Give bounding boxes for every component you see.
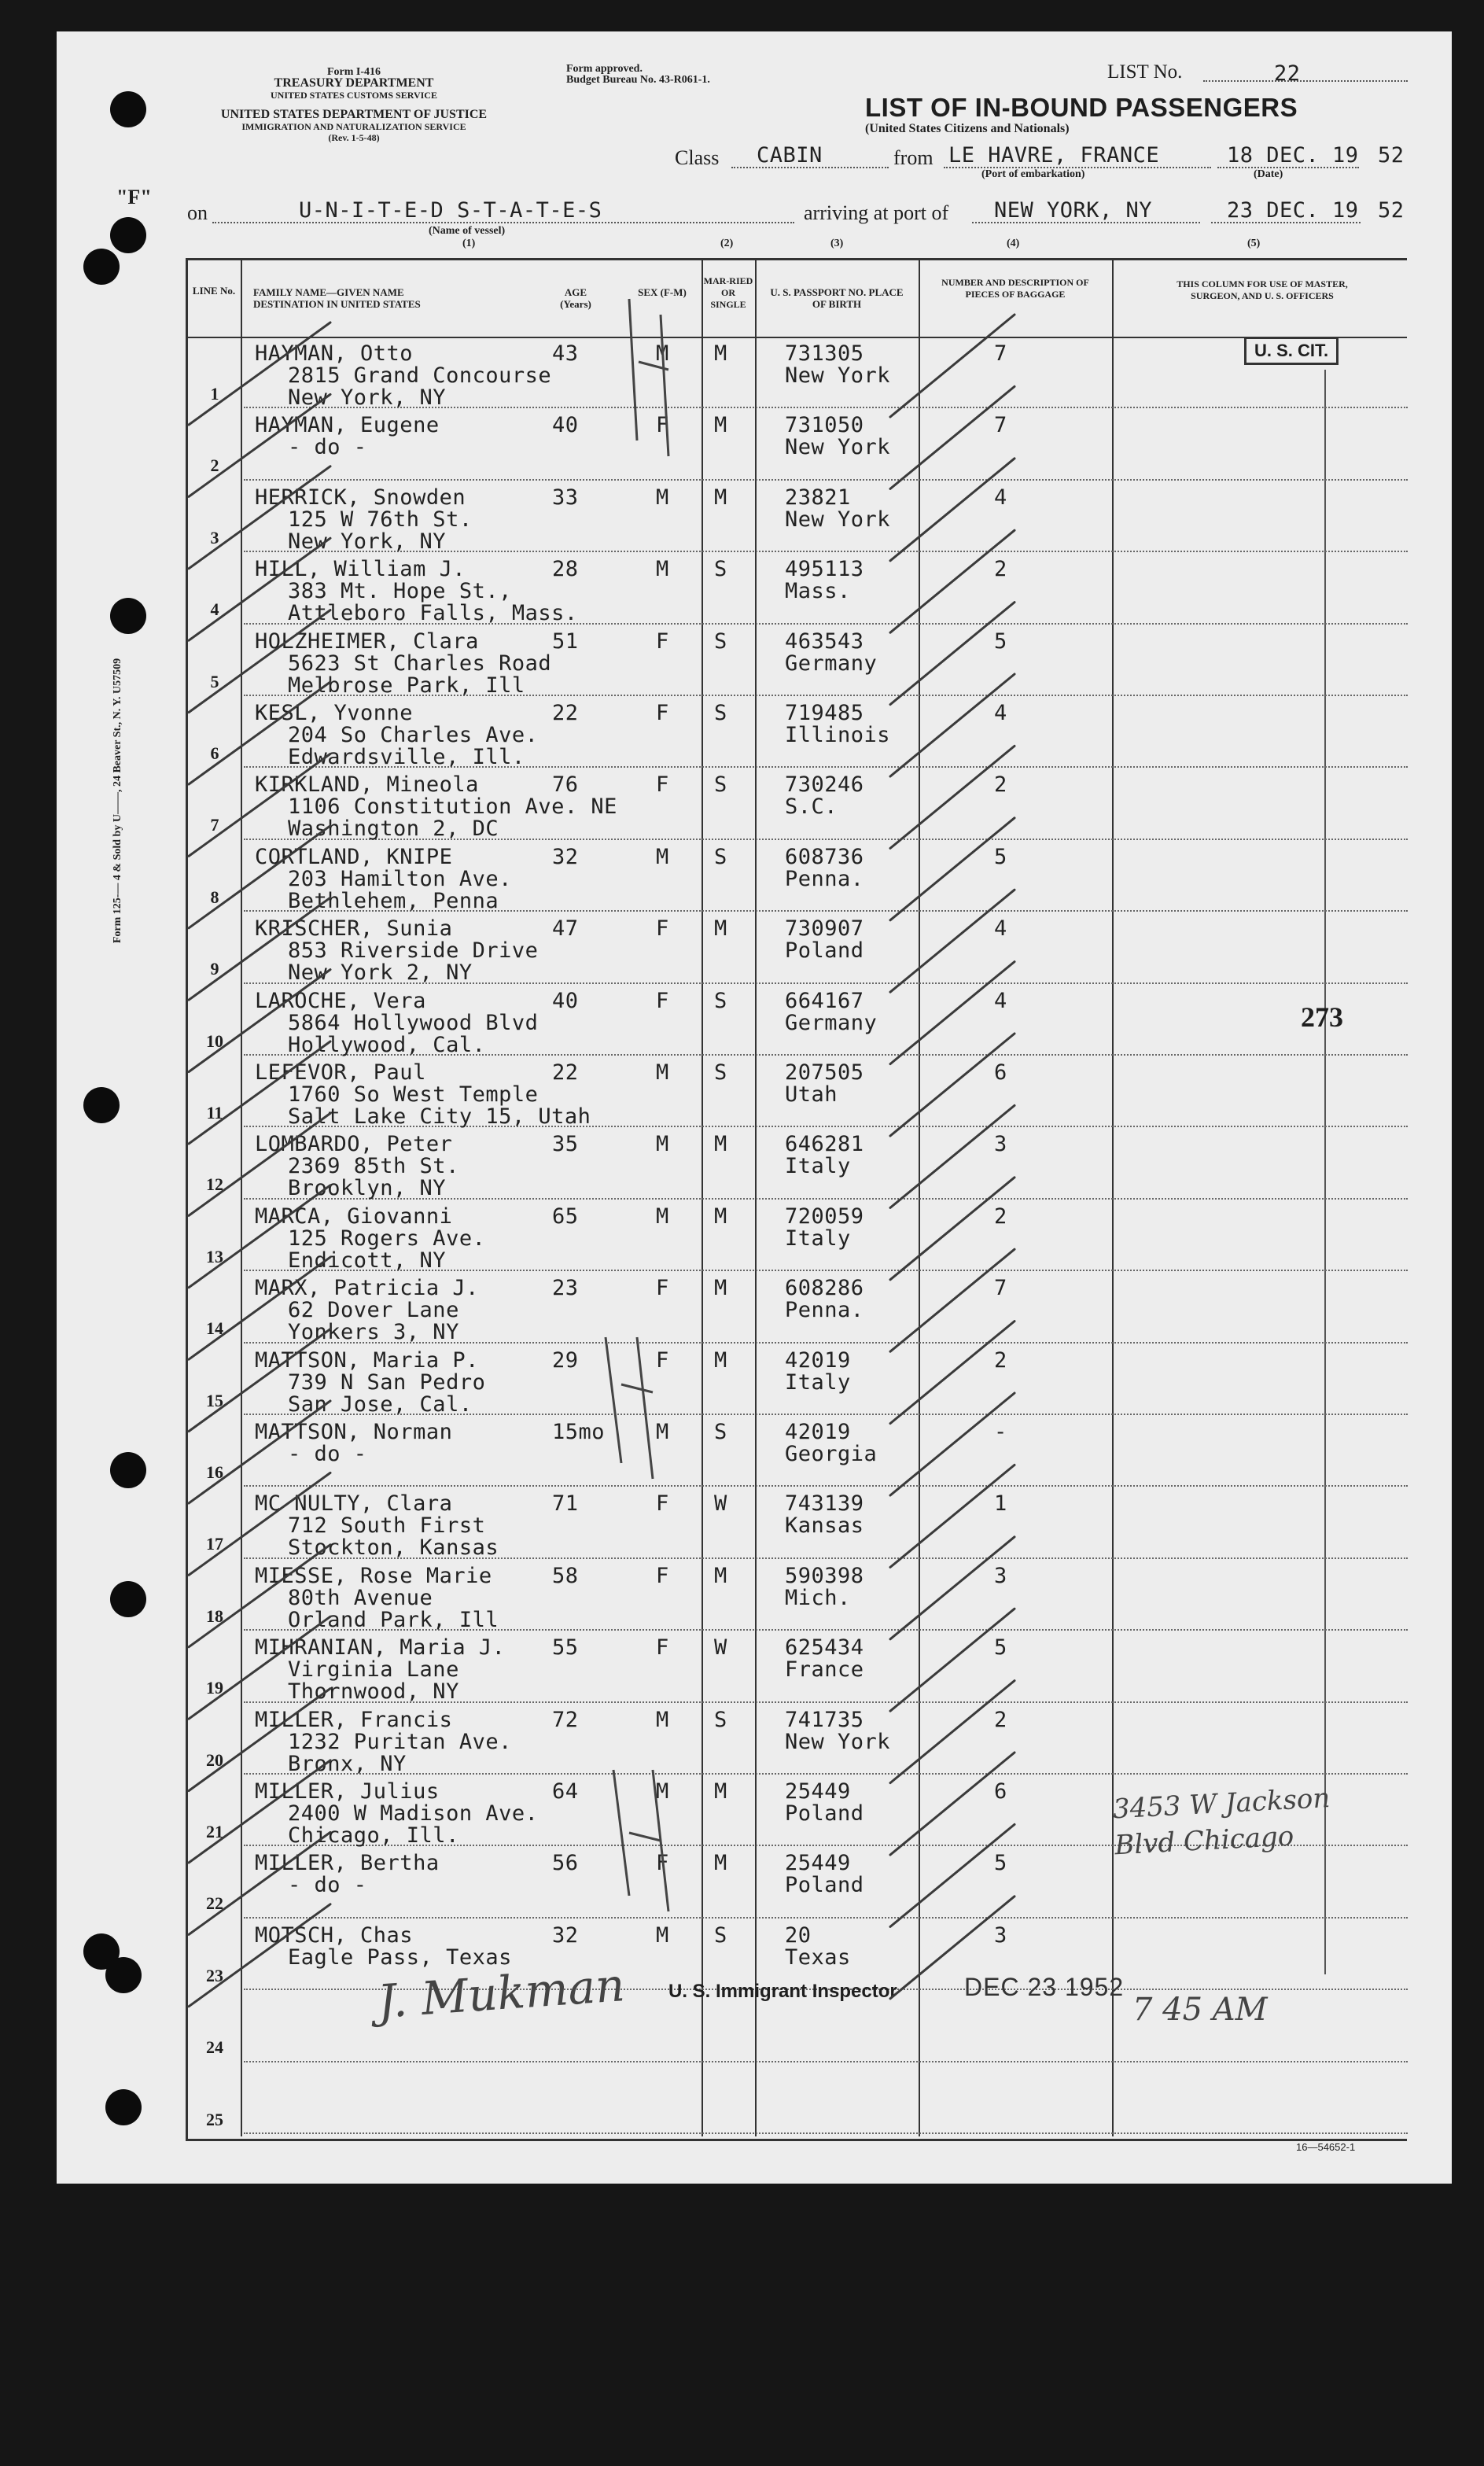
passenger-address: Virginia Lane <box>288 1657 459 1683</box>
place-of-birth: New York <box>785 507 891 532</box>
baggage-count: 5 <box>994 844 1007 869</box>
passenger-address: 5623 St Charles Road <box>288 651 552 676</box>
baggage-count: 7 <box>994 413 1007 438</box>
arriving-label: arriving at port of <box>804 201 949 224</box>
passenger-marital: S <box>714 772 727 798</box>
passenger-marital: M <box>714 485 727 510</box>
place-of-birth: Illinois <box>785 723 891 747</box>
passenger-sex: M <box>656 844 669 869</box>
passenger-sex: M <box>656 485 669 510</box>
form-approved: Form approved. <box>566 63 643 75</box>
passport-number: 495113 <box>785 557 864 582</box>
place-of-birth: New York <box>785 363 891 388</box>
passenger-marital: M <box>714 1779 727 1804</box>
port-caption: (Port of embarkation) <box>981 168 1085 180</box>
place-of-birth: Germany <box>785 651 878 676</box>
line-number: 4 <box>210 599 219 620</box>
passenger-age: 32 <box>552 1922 579 1948</box>
baggage-count: 2 <box>994 1707 1007 1732</box>
passenger-marital: S <box>714 1707 727 1732</box>
passenger-sex: F <box>656 1851 669 1876</box>
line-number: 20 <box>206 1749 223 1770</box>
passport-number: 608736 <box>785 844 864 869</box>
line-number: 19 <box>206 1678 223 1698</box>
passenger-address-city: New York 2, NY <box>288 960 473 986</box>
baggage-count: 5 <box>994 1851 1007 1876</box>
footer-code: 16—54652-1 <box>1296 2141 1356 2153</box>
passenger-marital: S <box>714 988 727 1013</box>
passenger-sex: F <box>656 988 669 1013</box>
on-label: on <box>187 201 208 224</box>
passenger-address: 204 So Charles Ave. <box>288 723 539 747</box>
passenger-sex: F <box>656 628 669 654</box>
passenger-sex: M <box>656 1779 669 1804</box>
passenger-name: MC NULTY, Clara <box>255 1491 453 1517</box>
baggage-count: 1 <box>994 1491 1007 1517</box>
passenger-sex: F <box>656 1635 669 1661</box>
passenger-address: 5864 Hollywood Blvd <box>288 1010 539 1035</box>
col-num-2: (2) <box>720 238 734 249</box>
baggage-count: 4 <box>994 988 1007 1013</box>
customs-service: UNITED STATES CUSTOMS SERVICE <box>271 90 437 101</box>
passport-number: 720059 <box>785 1204 864 1229</box>
us-citizen-stamp: U. S. CIT. <box>1244 337 1339 365</box>
passenger-age: 58 <box>552 1563 579 1588</box>
passenger-sex: M <box>656 1420 669 1444</box>
arrival-date: 23 DEC. 19 <box>1227 198 1359 223</box>
treasury-dept: TREASURY DEPARTMENT <box>274 76 434 90</box>
place-of-birth: Poland <box>785 938 864 964</box>
passenger-sex: F <box>656 772 669 798</box>
place-of-birth: Kansas <box>785 1513 864 1539</box>
initials-mark <box>606 1337 653 1479</box>
passenger-address: 2815 Grand Concourse <box>288 363 552 388</box>
line-number: 8 <box>210 887 219 907</box>
passport-number: 42019 <box>785 1420 851 1444</box>
passenger-address: 203 Hamilton Ave. <box>288 866 512 891</box>
passenger-name: KIRKLAND, Mineola <box>255 772 479 798</box>
passenger-age: 40 <box>552 413 579 438</box>
col-sex-header: SEX (F-M) <box>638 286 687 298</box>
col-age-header: AGE (Years) <box>560 286 591 310</box>
passenger-address: 383 Mt. Hope St., <box>288 579 512 604</box>
line-number: 9 <box>210 959 219 979</box>
passenger-sex: M <box>656 1132 669 1157</box>
initials-mark <box>629 299 668 456</box>
passenger-marital: M <box>714 1347 727 1373</box>
passenger-marital: S <box>714 1420 727 1444</box>
passenger-sex: F <box>656 1491 669 1517</box>
baggage-count: 4 <box>994 916 1007 942</box>
passenger-address-city: Brooklyn, NY <box>288 1176 447 1201</box>
passenger-age: 51 <box>552 628 579 654</box>
passport-number: 743139 <box>785 1491 864 1517</box>
passport-number: 646281 <box>785 1132 864 1157</box>
passenger-marital: S <box>714 557 727 582</box>
passenger-sex: M <box>656 1060 669 1085</box>
passenger-marital: S <box>714 701 727 725</box>
line-number: 12 <box>206 1174 223 1195</box>
passenger-address-city: Hollywood, Cal. <box>288 1032 486 1057</box>
baggage-count: 6 <box>994 1779 1007 1804</box>
passport-number: 207505 <box>785 1060 864 1085</box>
passenger-name: MILLER, Bertha <box>255 1851 440 1876</box>
passenger-sex: F <box>656 701 669 725</box>
passenger-address-city: San Jose, Cal. <box>288 1392 473 1417</box>
passenger-name: MIESSE, Rose Marie <box>255 1563 492 1588</box>
passenger-name: MIHRANIAN, Maria J. <box>255 1635 506 1661</box>
port-embarkation: LE HAVRE, FRANCE <box>948 143 1160 168</box>
line-number: 21 <box>206 1822 223 1841</box>
line-number: 3 <box>210 527 219 547</box>
passport-number: 731050 <box>785 413 864 438</box>
col-num-3: (3) <box>830 238 844 249</box>
passport-number: 719485 <box>785 701 864 725</box>
line-number: 11 <box>206 1103 223 1122</box>
passport-number: 730246 <box>785 772 864 798</box>
passenger-sex: F <box>656 1347 669 1373</box>
passenger-age: 64 <box>552 1779 579 1804</box>
passenger-address: 125 Rogers Ave. <box>288 1226 486 1251</box>
passenger-address-city: New York, NY <box>288 529 447 554</box>
passenger-name: HERRICK, Snowden <box>255 485 466 510</box>
passenger-name: HAYMAN, Eugene <box>255 413 440 438</box>
passenger-name: MARX, Patricia J. <box>255 1276 479 1301</box>
line-number: 25 <box>206 2109 223 2129</box>
passenger-sex: M <box>656 341 669 366</box>
col-officers-header: THIS COLUMN FOR USE OF MASTER, SURGEON, AND U. S. OFFICERS <box>1177 278 1348 301</box>
line-number: 16 <box>206 1462 223 1482</box>
passenger-sex: M <box>656 1707 669 1732</box>
passenger-sex: M <box>656 1922 669 1948</box>
baggage-count: 3 <box>994 1922 1007 1948</box>
passenger-age: 43 <box>552 341 579 366</box>
passenger-name: LEFEVOR, Paul <box>255 1060 426 1085</box>
passenger-sex: M <box>656 557 669 582</box>
passenger-marital: M <box>714 413 727 438</box>
address-annotation: 3453 W Jackson Blvd Chicago <box>1111 1782 1331 1862</box>
place-of-birth: Italy <box>785 1154 851 1179</box>
arrival-year: 52 <box>1378 198 1405 223</box>
passenger-sex: F <box>656 1563 669 1588</box>
passenger-age: 55 <box>552 1635 579 1661</box>
inspector-signature: J. Mukman <box>376 1958 627 2029</box>
place-of-birth: Poland <box>785 1801 864 1826</box>
passenger-sex: M <box>656 1204 669 1229</box>
passenger-age: 22 <box>552 701 579 725</box>
page-number: 273 <box>1301 1001 1343 1033</box>
baggage-count: 3 <box>994 1132 1007 1157</box>
passenger-name: MILLER, Francis <box>255 1707 453 1732</box>
passenger-marital: S <box>714 844 727 869</box>
passenger-age: 23 <box>552 1276 579 1301</box>
vessel-caption: (Name of vessel) <box>429 225 506 237</box>
baggage-count: 7 <box>994 341 1007 366</box>
line-number: 14 <box>206 1318 223 1339</box>
passport-number: 608286 <box>785 1276 864 1301</box>
passenger-marital: M <box>714 1132 727 1157</box>
line-number: 2 <box>210 455 219 476</box>
passenger-name: MOTSCH, Chas <box>255 1922 414 1948</box>
passenger-address: 2369 85th St. <box>288 1154 459 1179</box>
passenger-address-city: Melbrose Park, Ill <box>288 673 525 698</box>
passenger-name: HAYMAN, Otto <box>255 341 414 366</box>
place-of-birth: Penna. <box>785 866 864 891</box>
passenger-age: 22 <box>552 1060 579 1085</box>
vessel-name: U-N-I-T-E-D S-T-A-T-E-S <box>299 198 602 223</box>
place-of-birth: Poland <box>785 1873 864 1898</box>
passenger-marital: S <box>714 628 727 654</box>
passenger-address-city: Yonkers 3, NY <box>288 1320 459 1345</box>
form-title: LIST OF IN-BOUND PASSENGERS <box>865 93 1298 122</box>
list-no-value: 22 <box>1274 61 1301 86</box>
passenger-age: 32 <box>552 844 579 869</box>
baggage-count: 4 <box>994 485 1007 510</box>
baggage-count: 2 <box>994 557 1007 582</box>
col-baggage-header: NUMBER AND DESCRIPTION OF PIECES OF BAGGAGE <box>941 277 1089 300</box>
initials-mark <box>613 1770 668 1911</box>
passenger-age: 76 <box>552 772 579 798</box>
passenger-marital: M <box>714 341 727 366</box>
passenger-sex: F <box>656 413 669 438</box>
place-of-birth: Mich. <box>785 1585 851 1610</box>
passenger-name: LOMBARDO, Peter <box>255 1132 453 1157</box>
passenger-name: MILLER, Julius <box>255 1779 440 1804</box>
passenger-address: - do - <box>288 1873 367 1898</box>
passport-number: 23821 <box>785 485 851 510</box>
passenger-marital: M <box>714 1851 727 1876</box>
place-of-birth: Penna. <box>785 1298 864 1323</box>
passenger-name: LAROCHE, Vera <box>255 988 426 1013</box>
departure-date: 18 DEC. 19 <box>1227 143 1359 168</box>
passenger-address: 853 Riverside Drive <box>288 938 539 964</box>
passenger-address-city: Orland Park, Ill <box>288 1607 499 1632</box>
side-letter: "F" <box>116 186 152 208</box>
place-of-birth: S.C. <box>785 794 838 820</box>
passenger-address: 80th Avenue <box>288 1585 433 1610</box>
passenger-address: 739 N San Pedro <box>288 1369 486 1395</box>
passenger-marital: W <box>714 1635 727 1661</box>
place-of-birth: Texas <box>785 1944 851 1970</box>
passenger-age: 56 <box>552 1851 579 1876</box>
passport-number: 730907 <box>785 916 864 942</box>
passenger-name: MATTSON, Norman <box>255 1420 453 1444</box>
passenger-age: 47 <box>552 916 579 942</box>
passenger-marital: S <box>714 1922 727 1948</box>
passenger-name: MATTSON, Maria P. <box>255 1347 479 1373</box>
passenger-sex: F <box>656 916 669 942</box>
baggage-count: 2 <box>994 772 1007 798</box>
passenger-address-city: New York, NY <box>288 385 447 410</box>
passenger-name: CORTLAND, KNIPE <box>255 844 453 869</box>
passenger-address: 1760 So West Temple <box>288 1082 539 1107</box>
passenger-age: 29 <box>552 1347 579 1373</box>
passport-number: 731305 <box>785 341 864 366</box>
line-number: 7 <box>210 815 219 835</box>
passport-number: 20 <box>785 1922 812 1948</box>
arrival-port: NEW YORK, NY <box>994 198 1153 223</box>
class-label: Class <box>675 146 720 169</box>
passenger-address-city: Stockton, Kansas <box>288 1535 499 1561</box>
passport-number: 42019 <box>785 1347 851 1373</box>
place-of-birth: Italy <box>785 1226 851 1251</box>
passenger-address-city: Washington 2, DC <box>288 816 499 842</box>
baggage-count: 7 <box>994 1276 1007 1301</box>
passenger-age: 40 <box>552 988 579 1013</box>
baggage-count: 4 <box>994 701 1007 725</box>
passenger-address: 125 W 76th St. <box>288 507 473 532</box>
form-number: Form I-416 <box>326 66 381 78</box>
passenger-name: KESL, Yvonne <box>255 701 414 725</box>
line-number: 23 <box>206 1965 223 1985</box>
passenger-address-city: Thornwood, NY <box>288 1679 459 1705</box>
passenger-marital: S <box>714 1060 727 1085</box>
line-number: 5 <box>210 671 219 691</box>
date-caption: (Date) <box>1254 168 1283 180</box>
passenger-address: Eagle Pass, Texas <box>288 1944 512 1970</box>
place-of-birth: Georgia <box>785 1442 878 1466</box>
line-number: 24 <box>206 2037 223 2058</box>
list-no-label: LIST No. <box>1107 61 1183 83</box>
passenger-name: HILL, William J. <box>255 557 466 582</box>
baggage-count: - <box>994 1420 1007 1444</box>
passenger-age: 72 <box>552 1707 579 1732</box>
passenger-age: 33 <box>552 485 579 510</box>
passport-number: 625434 <box>785 1635 864 1661</box>
passenger-address: 1106 Constitution Ave. NE <box>288 794 617 820</box>
from-label: from <box>893 146 933 169</box>
place-of-birth: New York <box>785 435 891 460</box>
passenger-address-city: Bronx, NY <box>288 1751 407 1776</box>
passenger-name: HOLZHEIMER, Clara <box>255 628 479 654</box>
form-subtitle: (United States Citizens and Nationals) <box>865 122 1070 135</box>
line-number: 17 <box>206 1534 223 1554</box>
col-num-5: (5) <box>1247 238 1261 249</box>
passenger-address: - do - <box>288 1442 367 1466</box>
passenger-address: 2400 W Madison Ave. <box>288 1801 539 1826</box>
line-number: 15 <box>206 1390 223 1410</box>
ins-service: IMMIGRATION AND NATURALIZATION SERVICE <box>241 121 466 132</box>
baggage-count: 2 <box>994 1204 1007 1229</box>
place-of-birth: New York <box>785 1729 891 1754</box>
arrival-time-note: 7 45 AM <box>1132 1992 1268 2028</box>
passport-number: 664167 <box>785 988 864 1013</box>
passenger-marital: M <box>714 1276 727 1301</box>
baggage-count: 3 <box>994 1563 1007 1588</box>
line-number: 18 <box>206 1605 223 1626</box>
class-value: CABIN <box>757 143 823 168</box>
baggage-count: 2 <box>994 1347 1007 1373</box>
passport-number: 25449 <box>785 1779 851 1804</box>
justice-dept: UNITED STATES DEPARTMENT OF JUSTICE <box>220 108 488 121</box>
line-number: 13 <box>206 1246 223 1266</box>
passport-number: 590398 <box>785 1563 864 1588</box>
col-passport-header: U. S. PASSPORT NO. PLACE OF BIRTH <box>770 286 904 310</box>
passenger-address-city: Attleboro Falls, Mass. <box>288 601 578 626</box>
line-number: 1 <box>210 384 219 404</box>
baggage-count: 5 <box>994 1635 1007 1661</box>
passenger-age: 71 <box>552 1491 579 1517</box>
col-line-header: LINE No. <box>192 285 236 297</box>
passenger-age: 15mo <box>552 1420 606 1444</box>
passenger-address-city: Edwardsville, Ill. <box>288 745 525 769</box>
line-number: 10 <box>206 1030 223 1051</box>
passenger-age: 28 <box>552 557 579 582</box>
place-of-birth: Germany <box>785 1010 878 1035</box>
passenger-address: 712 South First <box>288 1513 486 1539</box>
inspector-date-stamp: DEC 23 1952 <box>964 1973 1125 2001</box>
printer-imprint: Form 125-— 4 & Sold by U——, 24 Beaver St., N. Y. U57509 <box>112 658 123 944</box>
passport-number: 741735 <box>785 1707 864 1732</box>
col-num-4: (4) <box>1007 238 1020 249</box>
passenger-address-city: Endicott, NY <box>288 1248 447 1273</box>
passenger-sex: F <box>656 1276 669 1301</box>
passenger-address: 62 Dover Lane <box>288 1298 459 1323</box>
passenger-address-city: Bethlehem, Penna <box>288 888 499 913</box>
place-of-birth: France <box>785 1657 864 1683</box>
passenger-age: 35 <box>552 1132 579 1157</box>
inspector-label: U. S. Immigrant Inspector <box>668 1981 897 2002</box>
passenger-address-city: Salt Lake City 15, Utah <box>288 1104 591 1129</box>
place-of-birth: Utah <box>785 1082 838 1107</box>
line-number: 22 <box>206 1893 223 1914</box>
passport-number: 463543 <box>785 628 864 654</box>
form-revision: (Rev. 1-5-48) <box>328 132 380 143</box>
place-of-birth: Italy <box>785 1369 851 1395</box>
passenger-address: - do - <box>288 435 367 460</box>
col-married-header: MAR-RIED OR SINGLE <box>703 275 753 310</box>
passenger-marital: W <box>714 1491 727 1517</box>
passenger-name: MARCA, Giovanni <box>255 1204 453 1229</box>
passenger-age: 65 <box>552 1204 579 1229</box>
passport-number: 25449 <box>785 1851 851 1876</box>
col-num-1: (1) <box>462 238 476 249</box>
passenger-marital: M <box>714 916 727 942</box>
passenger-marital: M <box>714 1204 727 1229</box>
line-number: 6 <box>210 743 219 763</box>
passenger-address-city: Chicago, Ill. <box>288 1823 459 1848</box>
baggage-count: 6 <box>994 1060 1007 1085</box>
passenger-marital: M <box>714 1563 727 1588</box>
passenger-name: KRISCHER, Sunia <box>255 916 453 942</box>
col-name-header: FAMILY NAME—GIVEN NAME DESTINATION IN UNITED STATES <box>253 286 421 310</box>
place-of-birth: Mass. <box>785 579 851 604</box>
passenger-address: 1232 Puritan Ave. <box>288 1729 512 1754</box>
budget-bureau: Budget Bureau No. 43-R061-1. <box>566 74 710 86</box>
departure-year: 52 <box>1378 143 1405 168</box>
baggage-count: 5 <box>994 628 1007 654</box>
